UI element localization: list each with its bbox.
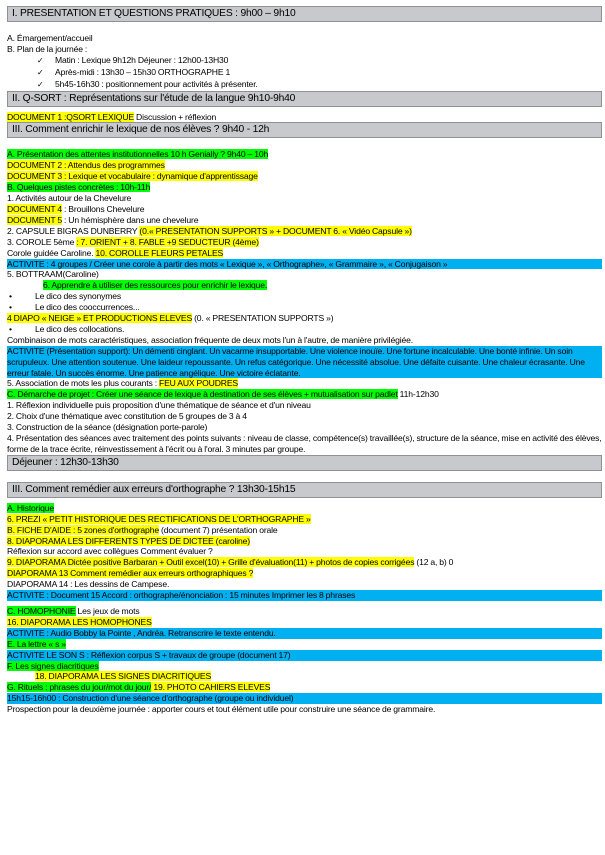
text-segment: A. Émargement/accueil — [7, 33, 93, 43]
text-segment: 5h45-16h30 : positionnement pour activités à présenter. — [55, 78, 258, 89]
text-line — [7, 237, 602, 248]
text-segment: ACTIVITE : Audio Bobby la Pointe , Andréa. Retranscrire le texte entendu. — [7, 627, 276, 638]
highlighted-text: DOCUMENT 1 :QSORT LEXIQUE — [7, 111, 134, 122]
activity-line — [7, 650, 602, 661]
highlighted-text: A. Présentation des attentes institutionnelles 10 h Genially ? 9h40 – 10h — [7, 149, 269, 160]
highlighted-text: DOCUMENT 2 — [7, 160, 62, 171]
text-segment: 4. Présentation des séances avec traitement des points suivants : niveau de classe, compétence(s) travaillée(s), structure de la séance, mise en activité des élèves, forme de la trace écrite, réinvestissement à l'écrit ou à l'oral. 3 minutes par groupe. — [7, 433, 602, 454]
text-segment: 11h-12h30 — [397, 389, 439, 400]
text-segment: 2. CAPSULE BIGRAS DUNBERRY — [7, 225, 140, 236]
text-line — [7, 55, 602, 67]
highlighted-text: 10. COROLLE FLEURS PETALES — [95, 247, 224, 258]
text-line — [7, 33, 602, 44]
text-line — [7, 378, 602, 389]
text-segment: (document 7) présentation orale — [158, 524, 278, 535]
text-line — [7, 661, 602, 672]
text-line — [7, 682, 602, 693]
bullet-icon: • — [9, 302, 12, 313]
highlighted-text: DOCUMENT 4 — [7, 203, 62, 214]
highlighted-text: 6. PREZI « PETIT HISTORIQUE DES RECTIFICATIONS DE L'ORTHOGRAPHE » — [7, 513, 311, 524]
bullet-icon: • — [9, 291, 12, 302]
highlighted-text: 6. Apprendre à utiliser des ressources pour enrichir le lexique. — [43, 280, 268, 291]
spacer — [7, 471, 602, 482]
highlighted-text: DOCUMENT 3 — [7, 171, 62, 182]
highlighted-text: A. Historique — [7, 502, 55, 513]
activity-line — [7, 628, 602, 639]
text-segment: Le dico des cooccurrences... — [35, 302, 140, 313]
text-segment: Le dico des collocations. — [35, 323, 125, 334]
text-line — [7, 302, 602, 313]
text-line — [7, 389, 602, 400]
document-page — [7, 6, 602, 715]
highlighted-text: B. Quelques pistes concrètes : 10h-11h — [7, 182, 151, 193]
text-line — [7, 568, 602, 579]
text-line — [7, 280, 602, 291]
highlighted-text: : Attendus des programmes — [61, 160, 165, 171]
activity-line — [7, 590, 602, 601]
highlighted-text: E. La lettre « s » — [7, 638, 66, 649]
highlighted-text: : 7. ORIENT + 8. FABLE +9 SEDUCTEUR (4ème) — [76, 236, 259, 247]
text-line — [7, 149, 602, 160]
spacer — [7, 22, 602, 33]
text-segment: ACTIVITE : Document 15 Accord : orthographe/énonciation : 15 minutes Imprimer les 8 phrases — [7, 590, 356, 601]
text-line — [7, 313, 602, 324]
text-line — [7, 248, 602, 259]
highlighted-text: : Lexique et vocabulaire : dynamique d'apprentissage — [61, 171, 258, 182]
text-segment: Matin : Lexique 9h12h Déjeuner : 12h00-13H30 — [55, 54, 229, 65]
text-segment: 3. Construction de la séance (désignation porte-parole) — [7, 422, 208, 433]
text-line — [7, 400, 602, 411]
highlighted-text: DIAPORAMA 13 Comment remédier aux erreurs orthographiques ? — [7, 568, 254, 579]
text-segment: 1. Réflexion individuelle puis proposition d'une thématique de séance et d'un niveau — [7, 400, 311, 411]
highlighted-text: 18. DIAPORAMA LES SIGNES DIACRITIQUES — [35, 671, 212, 682]
highlighted-text: FEU AUX POUDRES — [158, 378, 238, 389]
text-line — [7, 269, 602, 280]
text-line — [7, 617, 602, 628]
text-segment: : Brouillons Chevelure — [61, 203, 145, 214]
text-line — [7, 671, 602, 682]
text-line — [7, 291, 602, 302]
text-segment: 1. Activités autour de la Chevelure — [7, 193, 132, 204]
text-segment: Après-midi : 13h30 – 15h30 ORTHOGRAPHE 1 — [55, 66, 231, 77]
text-line — [7, 536, 602, 547]
text-segment: Réflexion sur accord avec collègues Comment évaluer ? — [7, 546, 213, 557]
text-segment: Les jeux de mots — [75, 605, 140, 616]
checkmark-icon: ✓ — [37, 55, 44, 65]
text-segment: 5. Association de mots les plus courants : — [7, 378, 159, 389]
section-header: III. Comment remédier aux erreurs d'orthographe ? 13h30-15h15 — [7, 482, 602, 498]
text-line — [7, 704, 602, 715]
text-line — [7, 335, 602, 346]
highlighted-text: F. Les signes diacritiques — [7, 660, 99, 671]
text-line — [7, 546, 602, 557]
spacer — [7, 138, 602, 149]
text-line — [7, 514, 602, 525]
text-line — [7, 324, 602, 335]
text-segment: Corole guidée Caroline. — [7, 247, 96, 258]
text-segment: 15h15-16h00 : Construction d'une séance d'orthographe (groupe ou individuel) — [7, 693, 294, 704]
text-segment: Discussion + réflexion — [133, 111, 217, 122]
text-segment: Le dico des synonymes — [35, 291, 122, 302]
text-line — [7, 215, 602, 226]
text-line — [7, 411, 602, 422]
text-line — [7, 503, 602, 514]
text-segment: 5. BOTTRAAM(Caroline) — [7, 269, 99, 280]
activity-line — [7, 693, 602, 704]
text-segment: : Un hémisphère dans une chevelure — [61, 214, 199, 225]
highlighted-text: 16. DIAPORAMA LES HOMOPHONES — [7, 616, 152, 627]
text-segment: 3. COROLE 5ème — [7, 236, 77, 247]
highlighted-text: 19. PHOTO CAHIERS ELEVES — [151, 682, 271, 693]
checkmark-icon: ✓ — [37, 79, 44, 89]
text-line — [7, 433, 602, 455]
highlighted-text: G. Rituels : phrases du jour/mot du jour/ — [7, 682, 152, 693]
highlighted-text: C. Démarche de projet : Créer une séance de lexique à destination de ses élèves + mutualisation sur padlet — [7, 389, 398, 400]
text-line — [7, 204, 602, 215]
text-line — [7, 579, 602, 590]
text-line — [7, 182, 602, 193]
highlighted-text: 8. DIAPORAMA LES DIFFERENTS TYPES DE DICTEE (caroline) — [7, 535, 250, 546]
text-segment: DIAPORAMA 14 : Les dessins de Campese. — [7, 579, 170, 590]
text-segment: Prospection pour la deuxième journée : apporter cours et tout élément utile pour construire une séance de grammaire. — [7, 704, 436, 715]
section-header: II. Q-SORT : Représentations sur l'étude de la langue 9h10-9h40 — [7, 91, 602, 107]
highlighted-text: B. FICHE D'AIDE : 5 zones d'orthographe — [7, 524, 159, 535]
text-line — [7, 226, 602, 237]
bullet-icon: • — [9, 323, 12, 334]
text-segment: Combinaison de mots caractéristiques, association fréquente de deux mots l'un à l'autre, de manière privilégiée. — [7, 334, 413, 345]
text-line — [7, 44, 602, 55]
section-header: I. PRESENTATION ET QUESTIONS PRATIQUES : 9h00 – 9h10 — [7, 6, 602, 22]
text-line — [7, 112, 602, 123]
section-header: Déjeuner : 12h30-13h30 — [7, 455, 602, 471]
text-segment: ACTIVITE (Présentation support): Un démenti cinglant. Un vacarme insupportable. Une violence inouïe. Une fortune incalculable. Une bonté infinie. Un soin scrupuleux. Une attention soutenue. Une laideur repoussante. Un refus catégorique. Une nécessité absolue. Une défaite cuisante. Une chaleur écrasante. Une erreur fatale. Un succès énorme. Une patience angélique. Une victoire éclatante. — [7, 345, 585, 378]
text-segment: ACTIVITE : 4 groupes / Créer une corole à partir des mots « Lexique », « Orthographe», « Grammaire », « Conjugaison » — [7, 258, 448, 269]
text-line — [7, 557, 602, 568]
text-line — [7, 422, 602, 433]
highlighted-text: DOCUMENT 5 — [7, 214, 62, 225]
text-line — [7, 160, 602, 171]
text-line — [7, 171, 602, 182]
text-line — [7, 639, 602, 650]
text-segment: (0. « PRESENTATION SUPPORTS ») — [192, 313, 334, 324]
highlighted-text: C. HOMOPHONIE — [7, 605, 76, 616]
activity-line — [7, 259, 602, 270]
checkmark-icon: ✓ — [37, 67, 44, 77]
text-line — [7, 193, 602, 204]
text-line — [7, 67, 602, 79]
text-line — [7, 525, 602, 536]
text-line — [7, 606, 602, 617]
highlighted-text: 4 DIAPO « NEIGE » ET PRODUCTIONS ELEVES — [7, 313, 193, 324]
text-segment: 2. Choix d'une thématique avec constitution de 5 groupes de 3 à 4 — [7, 411, 247, 422]
highlighted-text: (0.« PRESENTATION SUPPORTS » + DOCUMENT 6. « Vidéo Capsule ») — [139, 225, 412, 236]
text-line — [7, 79, 602, 91]
highlighted-text: 9. DIAPORAMA Dictée positive Barbaran + Outil excel(10) + Grille d'évaluation(11) + photos de copies corrigées — [7, 557, 415, 568]
activity-line — [7, 346, 602, 379]
text-segment: (12 a, b) 0 — [414, 557, 454, 568]
text-segment: B. Plan de la journée : — [7, 43, 88, 54]
section-header: III. Comment enrichir le lexique de nos élèves ? 9h40 - 12h — [7, 122, 602, 138]
text-segment: ACTIVITE LE SON S : Réflexion corpus S + travaux de groupe (document 17) — [7, 649, 291, 660]
